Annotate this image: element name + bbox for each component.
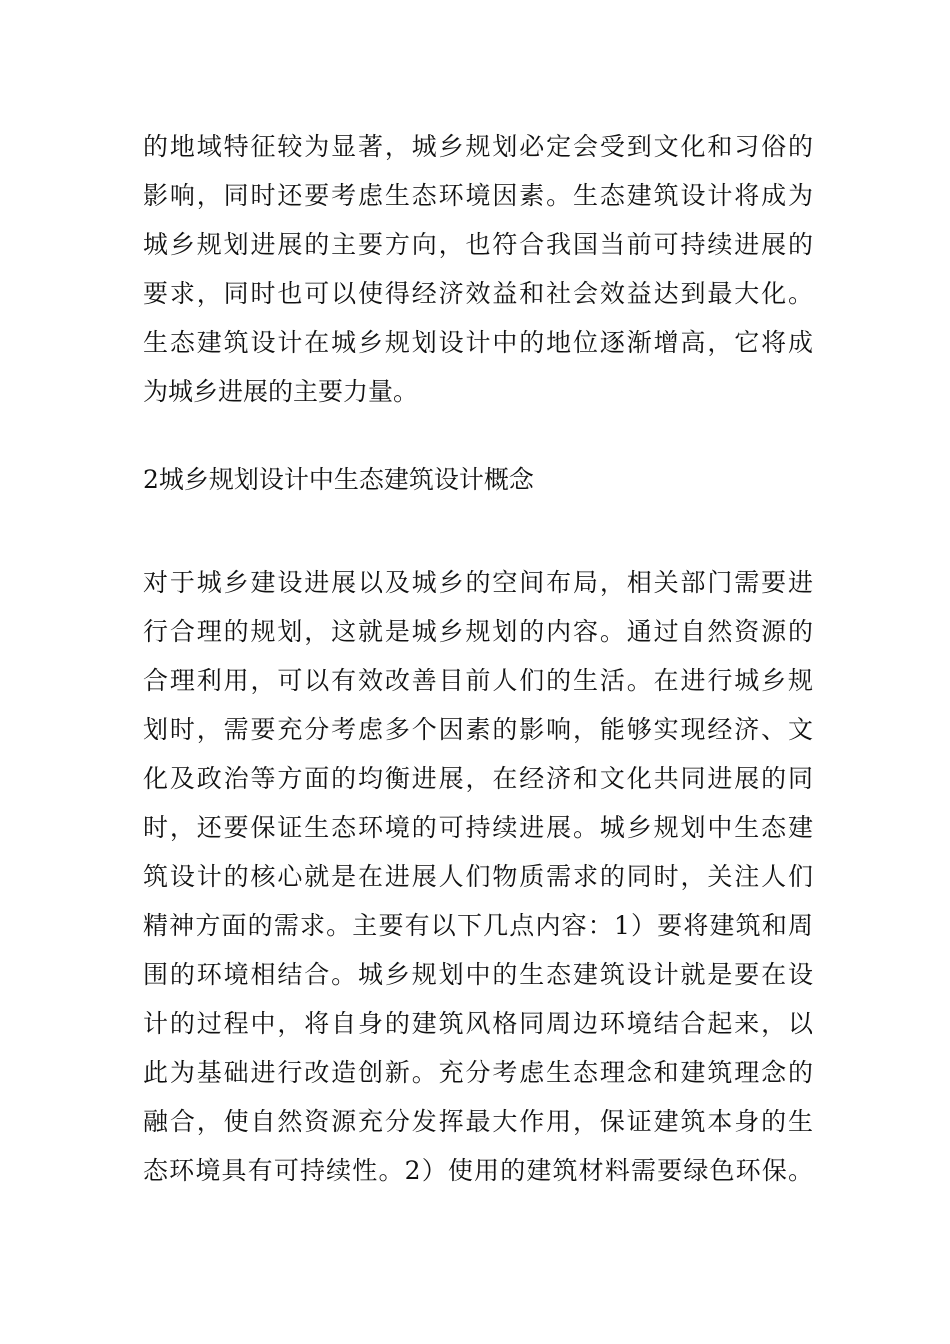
paragraph-1-line-4: 要求，同时也可以使得经济效益和社会效益达到最大化。 (143, 279, 813, 308)
paragraph-1-line-2: 影响，同时还要考虑生态环境因素。生态建筑设计将成为 (143, 181, 813, 210)
paragraph-2-line-1: 对于城乡建设进展以及城乡的空间布局，相关部门需要进 (143, 568, 813, 597)
paragraph-2-line-11: 此为基础进行改造创新。充分考虑生态理念和建筑理念的 (143, 1058, 813, 1087)
spacer-after-heading (143, 504, 813, 558)
paragraph-2-line-12: 融合，使自然资源充分发挥最大作用，保证建筑本身的生 (143, 1107, 813, 1136)
paragraph-1-line-3: 城乡规划进展的主要方向，也符合我国当前可持续进展的 (143, 230, 813, 259)
paragraph-2-line-7: 筑设计的核心就是在进展人们物质需求的同时，关注人们 (143, 862, 813, 891)
spacer-before-heading (143, 416, 813, 455)
section-heading-text: 2城乡规划设计中生态建筑设计概念 (143, 465, 534, 494)
section-heading (143, 455, 813, 504)
paragraph-2-line-10: 计的过程中，将自身的建筑风格同周边环境结合起来，以 (143, 1009, 813, 1038)
paragraph-2-line-6: 时，还要保证生态环境的可持续进展。城乡规划中生态建 (143, 813, 813, 842)
paragraph-1-line-1: 的地域特征较为显著，城乡规划必定会受到文化和习俗的 (143, 132, 813, 161)
paragraph-2-line-3: 合理利用，可以有效改善目前人们的生活。在进行城乡规 (143, 666, 813, 695)
paragraph-1-line-6: 为城乡进展的主要力量。 (143, 377, 419, 406)
paragraph-1-line-5: 生态建筑设计在城乡规划设计中的地位逐渐增高，它将成 (143, 328, 813, 357)
paragraph-2-line-5: 化及政治等方面的均衡进展，在经济和文化共同进展的同 (143, 764, 813, 793)
paragraph-2-line-8: 精神方面的需求。主要有以下几点内容：1）要将建筑和周 (143, 911, 813, 940)
paragraph-2-line-2: 行合理的规划，这就是城乡规划的内容。通过自然资源的 (143, 617, 813, 646)
paragraph-2 (143, 558, 813, 1195)
paragraph-1 (143, 122, 813, 416)
paragraph-2-line-13: 态环境具有可持续性。2）使用的建筑材料需要绿色环保。 (143, 1156, 813, 1185)
paragraph-2-line-4: 划时，需要充分考虑多个因素的影响，能够实现经济、文 (143, 715, 813, 744)
document-content (143, 122, 813, 1195)
paragraph-2-line-9: 围的环境相结合。城乡规划中的生态建筑设计就是要在设 (143, 960, 813, 989)
